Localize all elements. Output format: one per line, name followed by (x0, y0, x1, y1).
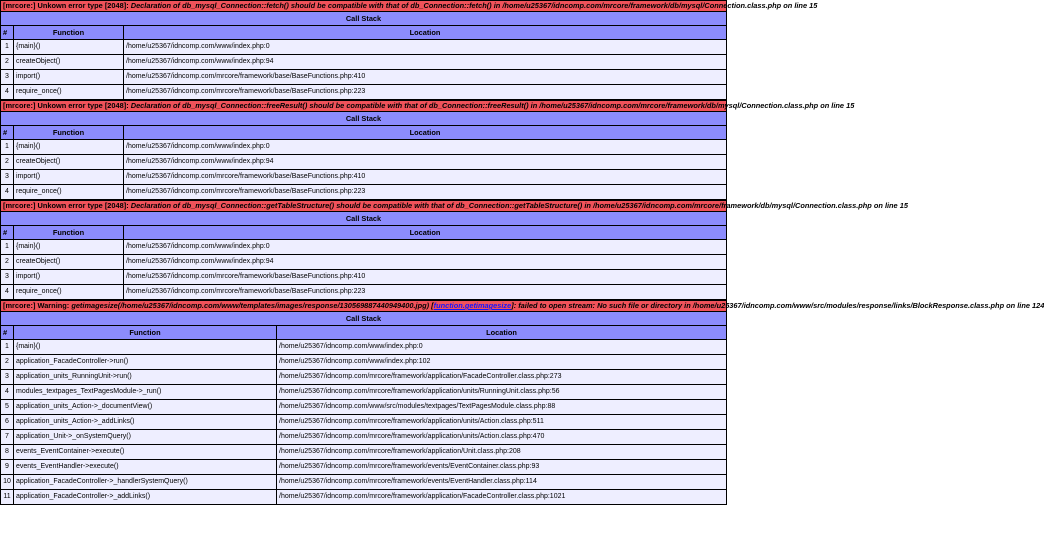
error-message (1, 201, 908, 212)
column-header-location: Location (277, 326, 727, 340)
column-header-number: # (1, 326, 14, 340)
call-stack-heading: Call Stack (1, 312, 727, 326)
frame-location: /home/u25367/idncomp.com/mrcore/framework/application/units/RunningUnit.class.php:56 (277, 385, 727, 400)
frame-function: require_once() (14, 85, 124, 100)
frame-location: /home/u25367/idncomp.com/mrcore/framework/base/BaseFunctions.php:223 (124, 185, 727, 200)
frame-function: {main}() (14, 240, 124, 255)
error-message-text: Declaration of db_mysql_Connection::freeResult() should be compatible with that of db_Connection::freeResult() in /home/u25367/idncomp.com/mrcore/framework/db/mysql/Connection.class.php on line 15 (130, 101, 855, 110)
frame-number: 2 (1, 255, 14, 270)
frame-number: 10 (1, 475, 14, 490)
frame-number: 11 (1, 490, 14, 505)
call-stack-row (1, 70, 727, 85)
frame-number: 3 (1, 170, 14, 185)
frame-function: application_FacadeController->_addLinks() (14, 490, 277, 505)
call-stack-row (1, 475, 727, 490)
frame-number: 2 (1, 55, 14, 70)
call-stack-row (1, 40, 727, 55)
frame-number: 1 (1, 340, 14, 355)
frame-number: 8 (1, 445, 14, 460)
frame-location: /home/u25367/idncomp.com/mrcore/framework/application/FacadeController.class.php:1021 (277, 490, 727, 505)
frame-function: import() (14, 270, 124, 285)
frame-location: /home/u25367/idncomp.com/mrcore/framework/application/FacadeController.class.php:273 (277, 370, 727, 385)
frame-number: 3 (1, 70, 14, 85)
frame-location: /home/u25367/idncomp.com/www/index.php:0 (277, 340, 727, 355)
call-stack-row (1, 415, 727, 430)
call-stack-row (1, 445, 727, 460)
call-stack-row (1, 385, 727, 400)
frame-function: application_units_Action->_documentView() (14, 400, 277, 415)
column-header-location: Location (124, 126, 727, 140)
column-header-function: Function (14, 26, 124, 40)
error-message (1, 1, 818, 12)
error-block (0, 0, 818, 100)
frame-function: events_EventContainer->execute() (14, 445, 277, 460)
error-type-label: [mrcore:] Unkown error type [2048]: (3, 201, 129, 210)
frame-function: application_FacadeController->_handlerSystemQuery() (14, 475, 277, 490)
frame-location: /home/u25367/idncomp.com/www/index.php:94 (124, 55, 727, 70)
frame-location: /home/u25367/idncomp.com/www/index.php:94 (124, 155, 727, 170)
frame-location: /home/u25367/idncomp.com/mrcore/framework/application/units/Action.class.php:470 (277, 430, 727, 445)
frame-function: import() (14, 170, 124, 185)
frame-location: /home/u25367/idncomp.com/mrcore/framework/base/BaseFunctions.php:223 (124, 85, 727, 100)
column-header-function: Function (14, 326, 277, 340)
call-stack-row (1, 155, 727, 170)
call-stack-row (1, 370, 727, 385)
frame-function: {main}() (14, 140, 124, 155)
frame-number: 3 (1, 270, 14, 285)
frame-number: 4 (1, 85, 14, 100)
frame-function: import() (14, 70, 124, 85)
call-stack-heading: Call Stack (1, 112, 727, 126)
frame-function: createObject() (14, 255, 124, 270)
warning-type-label: [mrcore:] Warning: (3, 301, 70, 310)
frame-function: application_Unit->_onSystemQuery() (14, 430, 277, 445)
frame-number: 4 (1, 185, 14, 200)
call-stack-row (1, 255, 727, 270)
error-header (1, 101, 727, 112)
error-type-label: [mrcore:] Unkown error type [2048]: (3, 101, 129, 110)
call-stack-heading: Call Stack (1, 12, 727, 26)
frame-number: 3 (1, 370, 14, 385)
call-stack-row (1, 355, 727, 370)
column-header-number: # (1, 226, 14, 240)
error-message (1, 101, 855, 112)
frame-function: {main}() (14, 40, 124, 55)
frame-number: 6 (1, 415, 14, 430)
error-header (1, 1, 727, 12)
frame-function: require_once() (14, 185, 124, 200)
frame-function: events_EventHandler->execute() (14, 460, 277, 475)
frame-location: /home/u25367/idncomp.com/mrcore/framework/application/units/Action.class.php:511 (277, 415, 727, 430)
frame-number: 2 (1, 355, 14, 370)
frame-location: /home/u25367/idncomp.com/mrcore/framework/events/EventContainer.class.php:93 (277, 460, 727, 475)
frame-location: /home/u25367/idncomp.com/mrcore/framework/base/BaseFunctions.php:223 (124, 285, 727, 300)
warning-message-pre: getimagesize(/home/u25367/idncomp.com/www/templates/images/response/130569887440949400.jpg) [ (71, 301, 434, 310)
frame-function: require_once() (14, 285, 124, 300)
warning-block (0, 300, 1044, 505)
frame-number: 1 (1, 40, 14, 55)
frame-number: 2 (1, 155, 14, 170)
frame-number: 1 (1, 240, 14, 255)
error-header (1, 201, 727, 212)
frame-location: /home/u25367/idncomp.com/www/index.php:0 (124, 140, 727, 155)
call-stack-row (1, 240, 727, 255)
error-block (0, 100, 855, 200)
frame-location: /home/u25367/idncomp.com/www/index.php:94 (124, 255, 727, 270)
call-stack-row (1, 460, 727, 475)
frame-function: application_units_RunningUnit->run() (14, 370, 277, 385)
call-stack-row (1, 400, 727, 415)
function-doc-link[interactable]: function.getimagesize (433, 301, 512, 310)
warning-message-post: ]: failed to open stream: No such file or directory in /home/u25367/idncomp.com/www/src/modules/response/links/BlockResponse.class.php on line 124 (511, 301, 1044, 310)
error-message-text: Declaration of db_mysql_Connection::getTableStructure() should be compatible with that of db_Connection::getTableStructure() in /home/u25367/idncomp.com/mrcore/framework/db/mysql/Connection.class.php on line 15 (130, 201, 908, 210)
frame-number: 7 (1, 430, 14, 445)
frame-number: 9 (1, 460, 14, 475)
column-header-number: # (1, 26, 14, 40)
column-header-function: Function (14, 226, 124, 240)
warning-header (1, 301, 727, 312)
call-stack-row (1, 185, 727, 200)
frame-number: 4 (1, 285, 14, 300)
call-stack-row (1, 140, 727, 155)
frame-location: /home/u25367/idncomp.com/www/src/modules/textpages/TextPagesModule.class.php:88 (277, 400, 727, 415)
warning-message (1, 301, 1044, 312)
frame-number: 4 (1, 385, 14, 400)
frame-location: /home/u25367/idncomp.com/www/index.php:0 (124, 240, 727, 255)
frame-function: application_FacadeController->run() (14, 355, 277, 370)
call-stack-row (1, 55, 727, 70)
frame-function: modules_textpages_TextPagesModule->_run() (14, 385, 277, 400)
frame-location: /home/u25367/idncomp.com/mrcore/framework/application/Unit.class.php:208 (277, 445, 727, 460)
column-header-location: Location (124, 226, 727, 240)
frame-location: /home/u25367/idncomp.com/www/index.php:0 (124, 40, 727, 55)
error-type-label: [mrcore:] Unkown error type [2048]: (3, 1, 129, 10)
frame-function: createObject() (14, 55, 124, 70)
call-stack-row (1, 270, 727, 285)
call-stack-row (1, 340, 727, 355)
frame-location: /home/u25367/idncomp.com/mrcore/framework/base/BaseFunctions.php:410 (124, 270, 727, 285)
column-header-location: Location (124, 26, 727, 40)
frame-location: /home/u25367/idncomp.com/mrcore/framework/base/BaseFunctions.php:410 (124, 70, 727, 85)
call-stack-row (1, 430, 727, 445)
frame-function: createObject() (14, 155, 124, 170)
frame-location: /home/u25367/idncomp.com/mrcore/framework/base/BaseFunctions.php:410 (124, 170, 727, 185)
frame-number: 5 (1, 400, 14, 415)
frame-function: application_units_Action->_addLinks() (14, 415, 277, 430)
call-stack-row (1, 170, 727, 185)
error-block (0, 200, 908, 300)
frame-number: 1 (1, 140, 14, 155)
frame-location: /home/u25367/idncomp.com/mrcore/framework/events/EventHandler.class.php:114 (277, 475, 727, 490)
error-message-text: Declaration of db_mysql_Connection::fetch() should be compatible with that of db_Connection::fetch() in /home/u25367/idncomp.com/mrcore/framework/db/mysql/Connection.class.php on line 15 (130, 1, 818, 10)
column-header-number: # (1, 126, 14, 140)
frame-location: /home/u25367/idncomp.com/www/index.php:102 (277, 355, 727, 370)
call-stack-row (1, 285, 727, 300)
call-stack-row (1, 85, 727, 100)
frame-function: {main}() (14, 340, 277, 355)
call-stack-row (1, 490, 727, 505)
column-header-function: Function (14, 126, 124, 140)
call-stack-heading: Call Stack (1, 212, 727, 226)
error-blocks (0, 0, 908, 300)
